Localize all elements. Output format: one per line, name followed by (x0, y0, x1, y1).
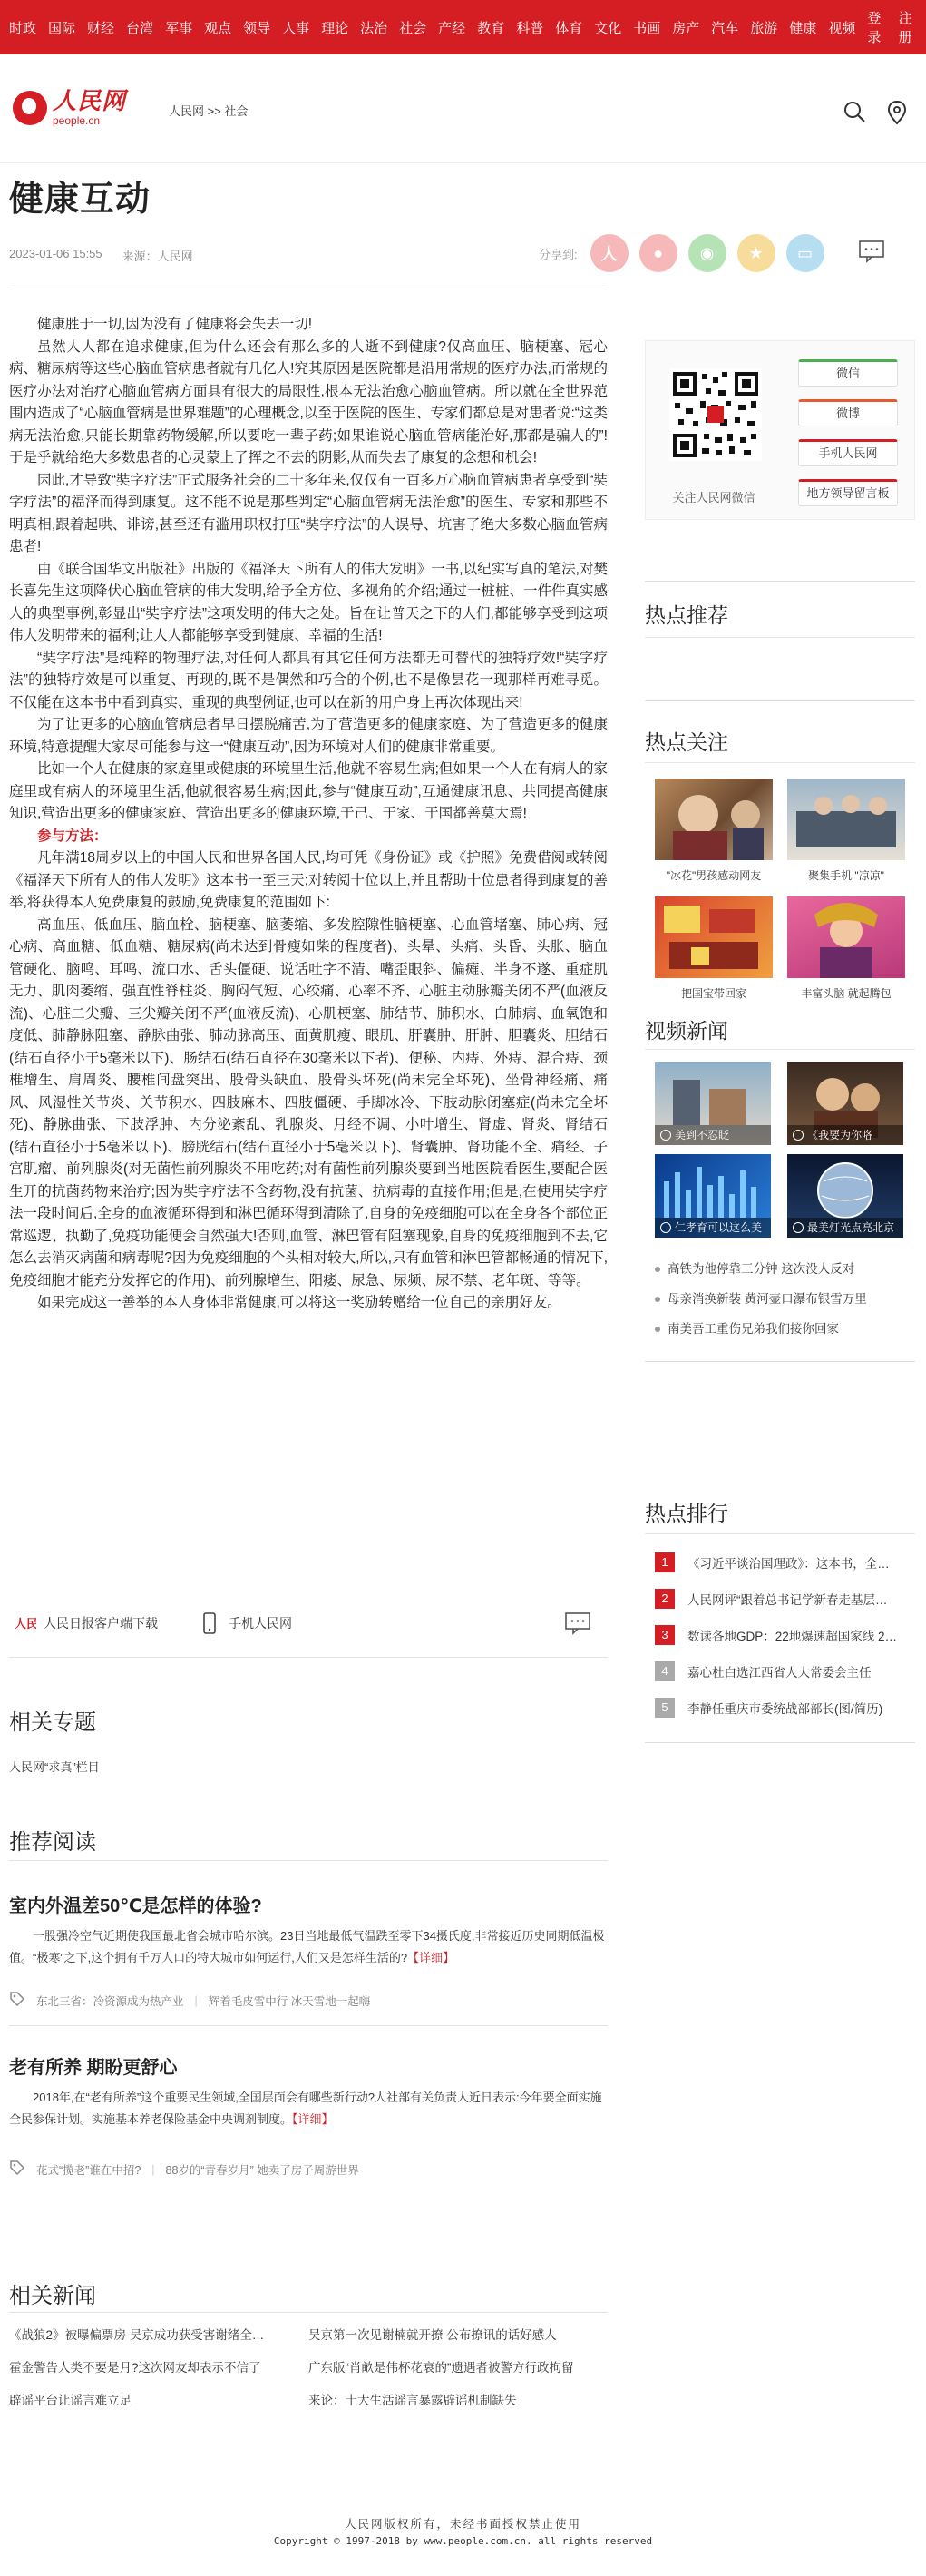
video-thumbnail[interactable] (787, 1062, 903, 1145)
article-footer (13, 1611, 292, 1635)
svg-text:人民: 人民 (15, 1618, 36, 1631)
video-link[interactable]: 高铁为他停靠三分钟 这次没人反对 (655, 1254, 867, 1284)
nav-item[interactable]: 军事 (165, 20, 193, 36)
share-people-icon[interactable]: 人 (590, 234, 629, 272)
share-qzone-icon[interactable]: ★ (737, 234, 775, 272)
related-heading: 相关新闻 (9, 2284, 96, 2308)
header-tools (843, 100, 908, 125)
tag-link[interactable]: 花式“揽老”谁在中招? (36, 2163, 141, 2177)
article-paragraph: 因此,才导致“奘字疗法”正式服务社会的二十多年来,仅仅有一百多万心脑血管病患者享受到“奘字疗法”的福泽而得到康复。这不能不说是那些判定“心脑血管病无法治愈”的医生、专家和那些不明真相,跟着起哄、诽谤,甚至还有滥用职权打压“奘字疗法”的人误导、坑害了绝大多数心脑血管病患者! (9, 472, 608, 554)
logo-text-cn: 人民网 (53, 88, 127, 115)
share-label: 分享到: (539, 247, 578, 261)
divider (645, 1049, 915, 1050)
divider (9, 2025, 608, 2026)
divider (645, 762, 915, 763)
nav-item[interactable]: 社会 (399, 20, 427, 36)
detail-link[interactable]: 【详细】 (292, 2112, 334, 2126)
video-link[interactable]: 母亲消换新装 黄河壶口瀑布银雪万里 (655, 1284, 867, 1314)
hot-focus-heading: 热点关注 (645, 730, 728, 754)
copyright-line: Copyright © 1997-2018 by www.people.com.cn. all rights reserved (273, 2535, 653, 2547)
copyright-line: 人民网版权所有，未经书面授权禁止使用 (344, 2517, 581, 2531)
wechat-button[interactable]: 微信 (798, 359, 898, 387)
recommend-item-summary: 2018年,在“老有所养”这个重要民生领域,全国层面会有哪些新行动?人社部有关负责人近日表示:今年要全面实施全民参保计划。实施基本养老保险基金中央调剂制度。 (9, 2091, 602, 2126)
focus-thumbnail[interactable] (655, 896, 773, 978)
rank-item[interactable] (655, 1690, 909, 1726)
breadcrumb[interactable]: 人民网 >> 社会 (169, 104, 249, 118)
video-news-heading: 视频新闻 (645, 1019, 728, 1043)
nav-item[interactable]: 法治 (360, 20, 388, 36)
play-icon (793, 1222, 804, 1233)
recommend-tags: 东北三省：冷资源成为热产业 | 辉着毛皮雪中行 冰天雪地一起嗨 (9, 1991, 370, 2010)
recommend-item-title[interactable]: 老有所养 期盼更舒心 (9, 2058, 178, 2078)
article-paragraph: 虽然人人都在追求健康,但为什么还会有那么多的人逝不到健康?仅高血压、脑梗塞、冠心病、糖尿病等这些心脑血管病患者就有几亿人!究其原因是医院都是沿用常规的医疗办法,而常规的医疗办法对治疗心脑血管病方面具有很大的局限性,根本无法治愈心脑血管病。所以就在全世界范围内造成了“心脑血管病是世界难题”的心理概念,以至于医院的医生、专家们都总是对患者说:“这类病无法治愈,只能长期靠药物缓解,所以要吃一辈子药;如果谁说心脑血管病能治好,那都是骗人的”!于是乎就给绝大多数患者的心灵蒙上了挥之不去的阴影,从而失去了康复的念想和机会! (9, 338, 608, 465)
article-paragraph: 健康胜于一切,因为没有了健康将会失去一切! (37, 317, 313, 332)
focus-caption[interactable]: 丰富头脑 就起腾包 (801, 987, 892, 1000)
related-link[interactable]: 广东版“肖畝是伟杯花衰的”遗遇者被警方行政拘留 (308, 2361, 574, 2375)
comment-icon[interactable] (858, 240, 885, 268)
register-link[interactable]: 注册 (898, 11, 912, 45)
recommend-heading: 推荐阅读 (9, 1830, 96, 1855)
video-caption: 仁孝育可以这么美 (675, 1221, 763, 1234)
weibo-button[interactable]: 微博 (798, 399, 898, 426)
mobile-site-button[interactable]: 手机人民网 (798, 439, 898, 466)
topics-heading: 相关专题 (9, 1710, 96, 1735)
topic-link[interactable]: 人民网“求真”栏目 (9, 1760, 100, 1774)
focus-thumbnail[interactable] (787, 779, 905, 860)
article-paragraph: 由《联合国华文出版社》出版的《福泽天下所有人的伟大发明》一书,以纪实写真的笔法,对樊长喜先生这项降伏心脑血管病的伟大发明,给予全方位、多视角的介绍;通过一桩桩、一件件真实感人的典型事例,彰显出“奘字疗法”这项发明的伟大之处。旨在让普天之下的人们,都能够享受到这项伟大发明带来的福利;让人人都能够享受到健康、幸福的生活! (9, 561, 608, 643)
nav-item[interactable]: 健康 (789, 20, 817, 36)
rank-title[interactable]: 李静任重庆市委统战部部长(图/简历) (687, 1702, 883, 1716)
comment-icon[interactable] (564, 1611, 591, 1640)
tag-link[interactable]: 88岁的“青春岁月” 她卖了房子周游世界 (165, 2163, 359, 2177)
hot-rank-heading: 热点排行 (645, 1502, 728, 1525)
rank-title[interactable]: 数读各地GDP：22地爆速超国家线 2… (687, 1630, 898, 1643)
focus-thumbnail[interactable] (655, 779, 773, 860)
share-bar (539, 234, 835, 272)
rank-item[interactable] (655, 1617, 909, 1653)
video-link-list (655, 1254, 867, 1344)
focus-caption[interactable]: 把国宝带回家 (680, 987, 746, 1000)
detail-link[interactable]: 【详细】 (407, 1951, 455, 1964)
tag-link[interactable]: 东北三省：冷资源成为热产业 (36, 1994, 184, 2008)
rank-item[interactable] (655, 1544, 909, 1581)
site-header (0, 54, 926, 163)
nav-item[interactable]: 教育 (477, 20, 505, 36)
related-link[interactable]: 《战狼2》被曝偏票房 吴京成功获受害谢绪全… (9, 2328, 265, 2342)
nav-item[interactable]: 视频 (828, 20, 856, 36)
hot-recommend-heading: 热点推荐 (645, 603, 728, 627)
share-wechat-icon[interactable]: ◉ (688, 234, 726, 272)
nav-item[interactable]: 理论 (321, 20, 349, 36)
play-icon (660, 1222, 671, 1233)
article-paragraph: “奘字疗法”是纯粹的物理疗法,对任何人都具有其它任何方法都无可替代的独特疗效!“奘字疗法”的独特疗效是可以重复、再现的,既不是偶然和巧合的个例,也不是像昙花一现那样再难寻觅。不仅能在这本书中看到真实、重现的典型例证,也可以在新的用户身上再次体现出来! (9, 650, 608, 710)
divider (9, 1657, 608, 1658)
recommend-item-title[interactable]: 室内外温差50℃是怎样的体验? (9, 1896, 262, 1916)
article-body (9, 314, 608, 1315)
related-link[interactable]: 辟谣平台让谣言难立足 (9, 2394, 132, 2407)
focus-thumbnail[interactable] (787, 896, 905, 978)
video-link[interactable]: 南美吾工重伤兄弟我们接你回家 (655, 1314, 867, 1344)
video-caption: 最美灯光点亮北京 (807, 1221, 895, 1234)
search-icon[interactable] (843, 100, 866, 125)
divider (645, 1533, 915, 1534)
auth-links (867, 8, 917, 46)
divider (645, 581, 915, 582)
recommend-tags: 花式“揽老”谁在中招? | 88岁的“青春岁月” 她卖了房子周游世界 (9, 2160, 359, 2179)
article-title: 健康互动 (9, 181, 151, 219)
share-weibo-icon[interactable]: ● (639, 234, 677, 272)
location-icon[interactable] (886, 100, 908, 125)
qr-caption: 关注人民网微信 (672, 491, 755, 504)
login-link[interactable]: 登录 (867, 11, 882, 45)
divider (645, 700, 915, 701)
focus-caption[interactable]: 聚集手机 "凉凉" (808, 869, 884, 882)
app-download-link[interactable]: 人民日报客户端下载 (44, 1616, 158, 1631)
nav-item[interactable]: 汽车 (711, 20, 739, 36)
divider (645, 637, 915, 638)
tag-icon (9, 2160, 25, 2179)
nav-item[interactable]: 文化 (594, 20, 622, 36)
article-meta (9, 247, 193, 264)
article-paragraph: 比如一个人在健康的家庭里或健康的环境里生活,他就不容易生病;但如果一个人在有病人的家庭里或有病人的环境里生活,他就很容易生病;因此,参与“健康互动”,互通健康讯息、共同提高健康知识,营造出更多的健康家庭、营造出更多的健康环境,于己、于家、于国都善莫大焉! (9, 761, 608, 821)
nav-item[interactable]: 财经 (87, 20, 115, 36)
top-nav-bar (0, 0, 926, 54)
related-link[interactable]: 来论：十大生活谣言暴露辟谣机制缺失 (308, 2394, 517, 2407)
divider (9, 1860, 608, 1861)
qr-box (645, 340, 915, 520)
nav-item[interactable]: 人事 (282, 20, 310, 36)
nav-item[interactable]: 房产 (672, 20, 700, 36)
mobile-site-link[interactable]: 手机人民网 (229, 1616, 292, 1631)
video-caption: 《我要为你咯 (807, 1129, 873, 1141)
video-thumbnail[interactable] (787, 1154, 903, 1238)
rank-item[interactable] (655, 1653, 909, 1690)
rank-number: 1 (655, 1552, 675, 1572)
rank-item[interactable] (655, 1581, 909, 1617)
nav-item[interactable]: 台湾 (126, 20, 154, 36)
rank-title[interactable]: 嘉心杜白选江西省人大常委会主任 (687, 1666, 872, 1680)
nav-item[interactable]: 体育 (555, 20, 583, 36)
logo-mark-icon (13, 91, 47, 125)
publish-date: 2023-01-06 15:55 (9, 247, 102, 260)
nav-item[interactable]: 旅游 (750, 20, 778, 36)
rank-number: 4 (655, 1661, 675, 1681)
rank-title[interactable]: 人民网评“跟着总书记学新春走基层… (687, 1593, 888, 1607)
nav-item[interactable]: 时政 (9, 20, 37, 36)
play-icon (793, 1130, 804, 1141)
rank-number: 2 (655, 1589, 675, 1609)
share-copy-icon[interactable]: ▭ (786, 234, 824, 272)
video-thumbnail[interactable] (655, 1154, 771, 1238)
nav-item[interactable]: 观点 (204, 20, 232, 36)
recommend-item-text (9, 2087, 608, 2130)
recommend-item-summary: 一股强冷空气近期使我国最北省会城市哈尔滨。23日当地最低气温跌至零下34摄氏度,非常接近历史同期低温极值。“极寒”之下,这个拥有千万人口的特大城市如何运行,人们又是怎样生活的? (9, 1929, 605, 1964)
divider (645, 1742, 915, 1743)
tag-icon (9, 1991, 25, 2010)
rank-title[interactable]: 《习近平谈治国理政》：这本书，全… (687, 1557, 890, 1571)
video-thumbnail[interactable] (655, 1062, 771, 1145)
rank-number: 5 (655, 1698, 675, 1718)
article-paragraph: 高血压、低血压、脑血栓、脑梗塞、脑萎缩、多发腔隙性脑梗塞、心血管堵塞、肺心病、冠心病、高血糖、低血糖、糖尿病(尚未达到骨瘦如柴的程度者)、头晕、头痛、头昏、头胀、脑血管硬化、脑鸣、耳鸣、流口水、舌头僵硬、说话吐字不清、嘴歪眼斜、偏瘫、半身不遂、重症肌无力、肌肉萎缩、强直性脊柱炎、胸闷气短、心绞痛、心率不齐、心脏主动脉瓣关闭不严(血液反流)、心脏二尖瓣、三尖瓣关闭不严(血液反流)、心肌梗塞、肺结节、肺积水、白肺病、血氧饱和度低、肺静脉阻塞、静脉曲张、肺动脉高压、面黄肌瘦、眼肌、肝囊肿、肝肿、胆囊炎、胆结石(结石直径小于5毫米以下)、肠结石(结石直径在30毫米以下者)、便秘、内痔、外痔、混合痔、颈椎增生、肩周炎、腰椎间盘突出、股骨头缺血、股骨头坏死(尚未完全坏死)、坐骨神经痛、痛风、风湿性关节炎、关节积水、四肢麻木、四肢僵硬、手脚冰冷、下肢动脉闭塞症(尚未完全坏死)、静脉曲张、下肢浮肿、内分泌紊乱、乳腺炎、月经不调、小叶增生、肾虚、肾炎、肾结石(结石直径小于5毫米以下)、膀胱结石(结石直径小于5毫米以下)、肾囊肿、肾功能不全、痛经、子宫肌瘤、前列腺炎(对无菌性前列腺炎不用吃药;对有菌性前列腺炎要到当地医院看医生,要配合医生开的抗菌药物来治疗;因为奘字疗法不含药物,没有抗菌、抗病毒的直接作用;但是,在使用奘字疗法一段时间后,全身的血液循环得到和淋巴循环得到清除了,自身的免疫细胞可以在全身各个部位正常巡逻、执勤了,免疫功能便会自然强大!否则,血管、淋巴管有阻塞现象,自身的免疫细胞到不去,它怎么去消灭病菌和病毒呢?因为免疫细胞的个头相对较大,所以,只有血管和淋巴管都畅通的情况下,免疫细胞才能充分发挥它的作用)、前列腺增生、阳痿、尿急、尿频、尿不禁、老年斑、等等。 (9, 916, 608, 1288)
play-icon (660, 1130, 671, 1141)
nav-item[interactable]: 产经 (438, 20, 466, 36)
nav-item[interactable]: 国际 (48, 20, 76, 36)
article-paragraph: 如果完成这一善举的本人身体非常健康,可以将这一奖励转赠给一位自己的亲朋好友。 (37, 1295, 561, 1310)
site-logo[interactable] (13, 89, 126, 127)
hot-rank-list (655, 1544, 909, 1726)
rank-number: 3 (655, 1625, 675, 1645)
participation-heading: 参与方法： (37, 828, 108, 844)
related-link[interactable]: 霍金警告人类不要是月?这次网友却表示不信了 (9, 2361, 261, 2375)
article-paragraph: 为了让更多的心脑血管病患者早日摆脱痛苦,为了营造更多的健康家庭、为了营造更多的健康环境,特意提醒大家尽可能参与这一“健康互动”,因为环境对人们的健康非常重要。 (9, 717, 608, 755)
related-link[interactable]: 吴京第一次见谢楠就开撩 公布撩讯的话好感人 (308, 2328, 557, 2342)
tag-link[interactable]: 辉着毛皮雪中行 冰天雪地一起嗨 (208, 1994, 371, 2008)
nav-item[interactable]: 科普 (516, 20, 544, 36)
nav-item[interactable]: 领导 (243, 20, 271, 36)
recommend-item-text (9, 1925, 608, 1969)
article-source[interactable]: 来源：人民网 (122, 250, 193, 263)
message-board-button[interactable]: 地方领导留言板 (798, 479, 898, 506)
video-caption: 美到不忍眨 (675, 1129, 730, 1141)
focus-caption[interactable]: "冰花"男孩感动网友 (666, 869, 762, 882)
qr-code (669, 368, 762, 461)
logo-text-en: people.cn (53, 114, 101, 127)
mobile-icon[interactable] (198, 1611, 221, 1635)
people-daily-app-icon[interactable] (13, 1611, 36, 1635)
divider (9, 2312, 608, 2313)
divider (645, 1361, 915, 1362)
article-paragraph: 凡年满18周岁以上的中国人民和世界各国人民,均可凭《身份证》或《护照》免费借阅或转阅《福泽天下所有人的伟大发明》这本书一至三天;对转阅十位以上,并且帮助十位患者得到康复的善举,将获得本人免费康复的鼓励,免费康复的范围如下: (9, 850, 608, 910)
nav-item[interactable]: 书画 (633, 20, 661, 36)
